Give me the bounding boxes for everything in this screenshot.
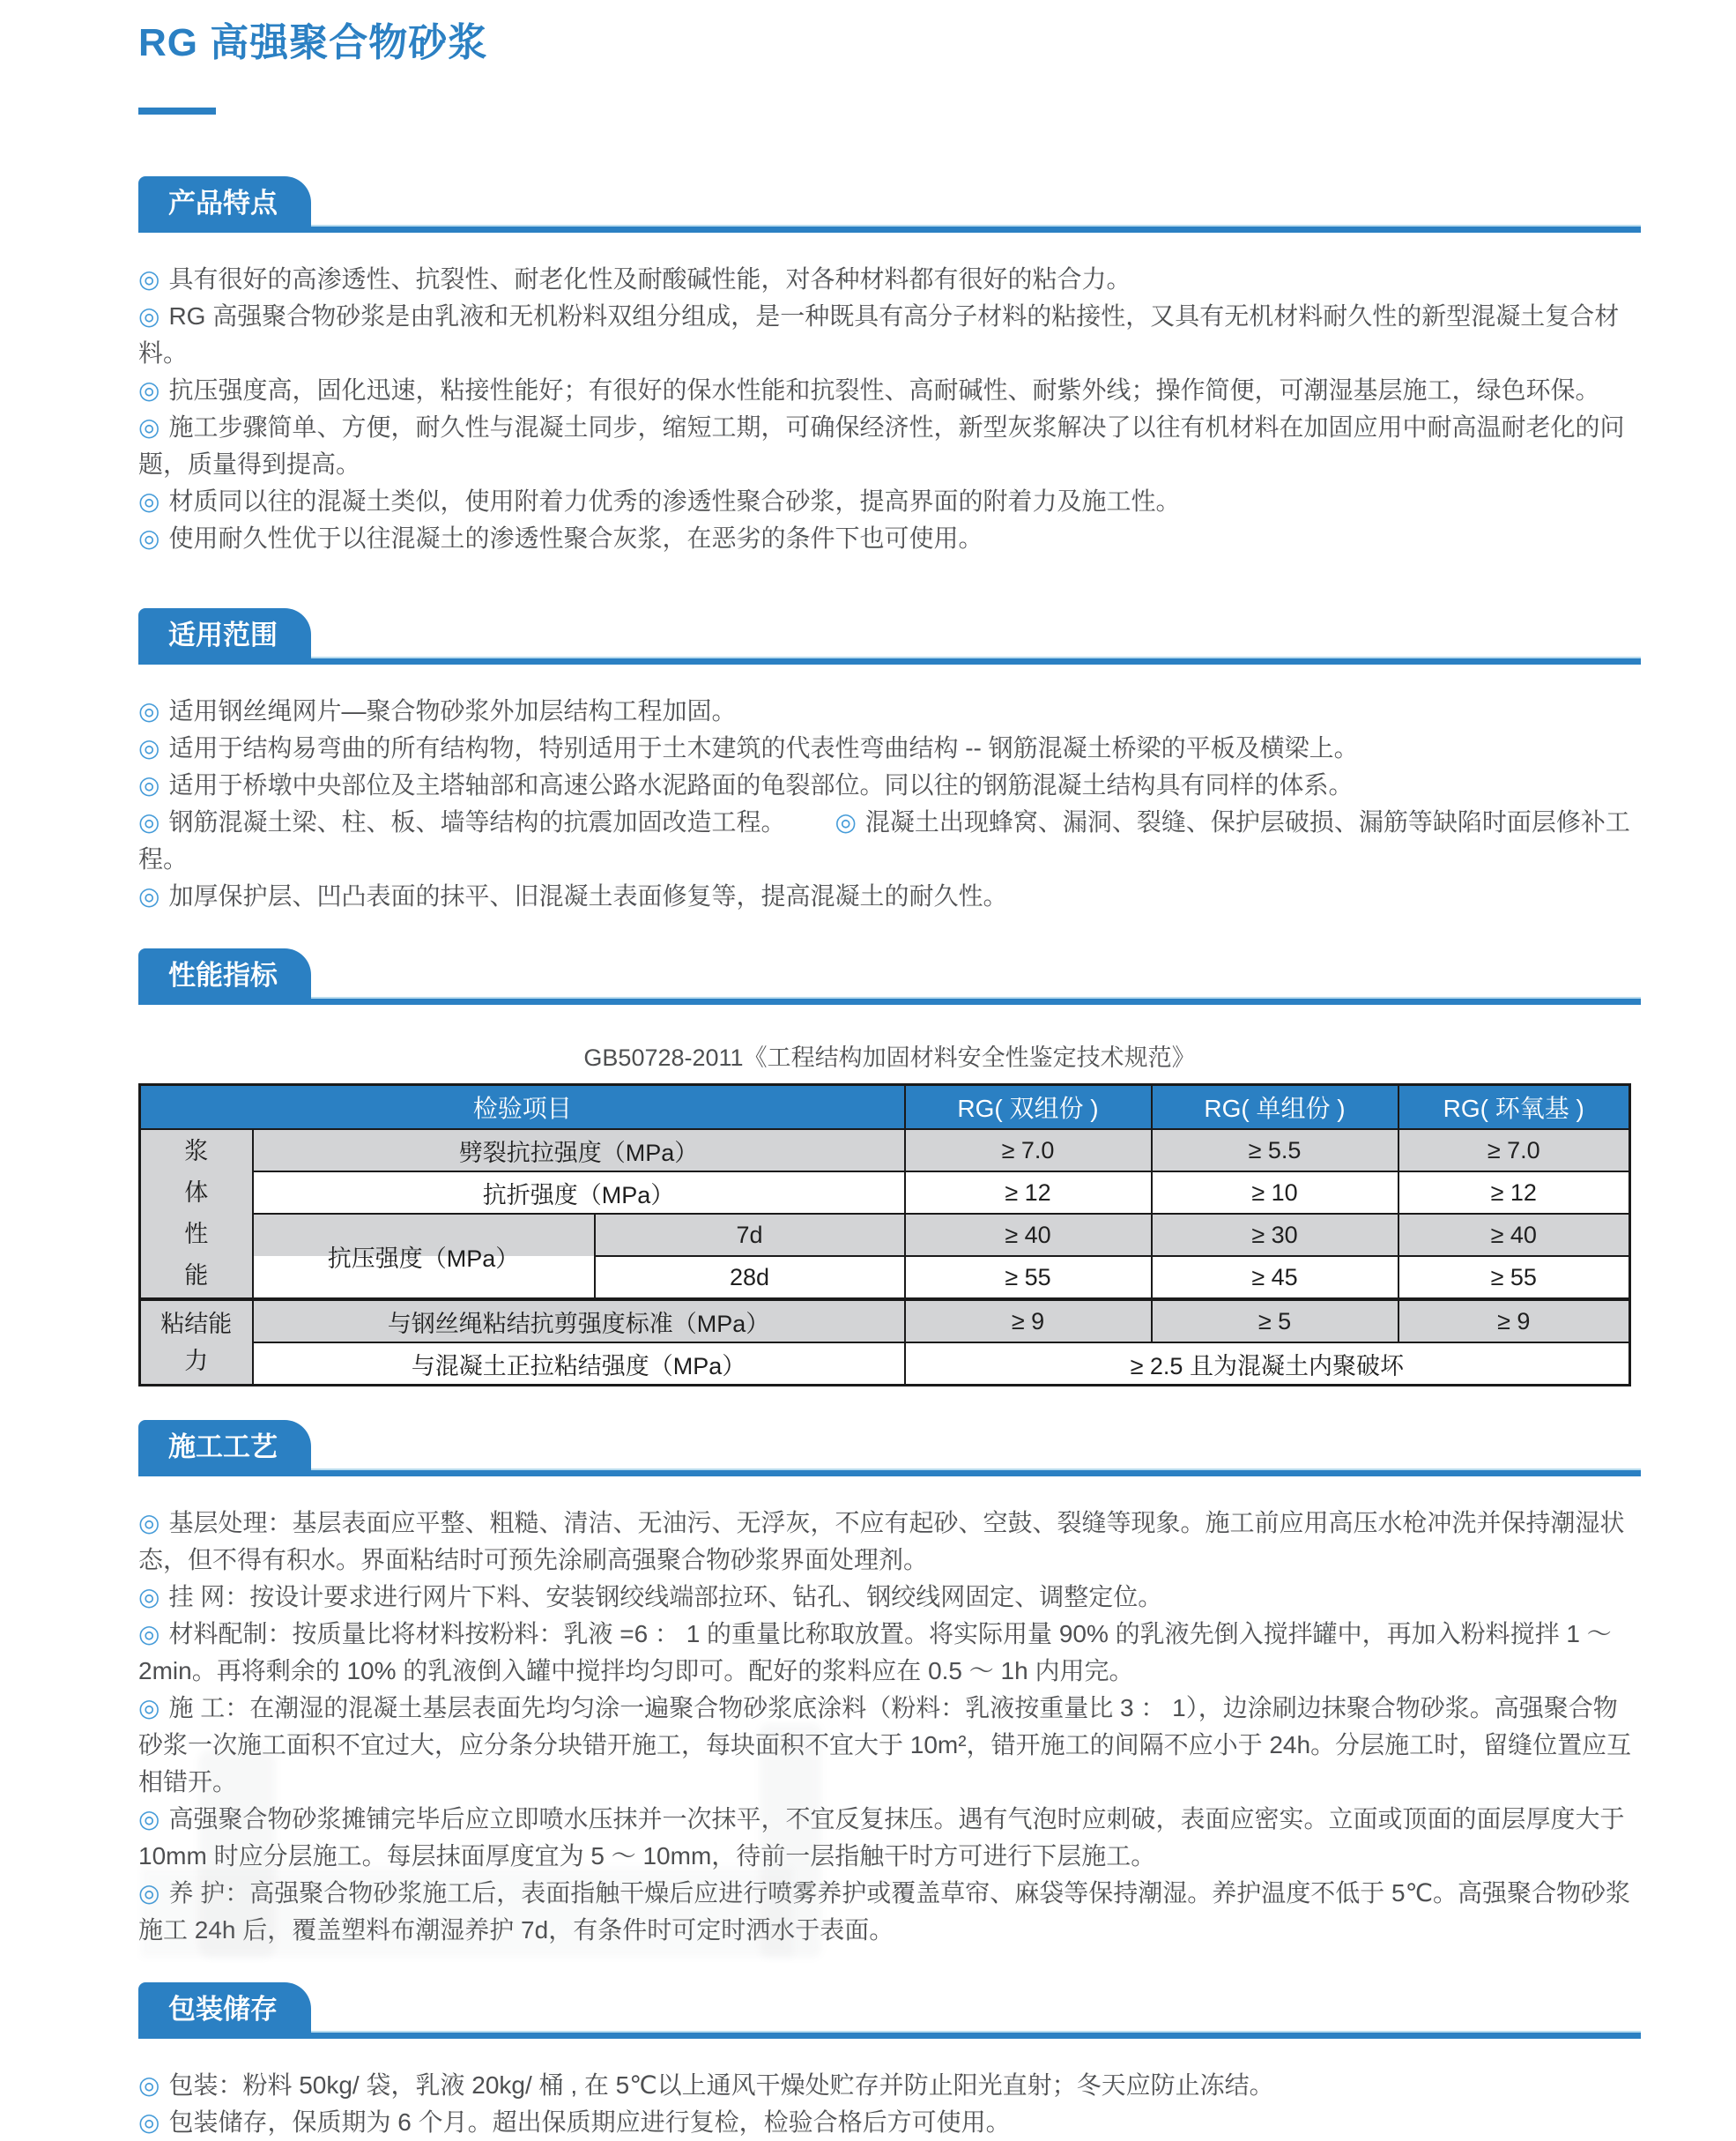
standard-reference: GB50728-2011《工程结构加固材料安全性鉴定技术规范》 [583, 1044, 1196, 1071]
section-rule [138, 225, 1641, 233]
list-item [138, 693, 1641, 730]
bullet-icon: ◎ [138, 524, 160, 552]
table-cell-value: ≥ 9 [1398, 1299, 1630, 1342]
list-item-double [138, 804, 1641, 878]
list-item-text: 具有很好的高渗透性、抗裂性、耐老化性及耐酸碱性能，对各种材料都有很好的粘合力。 [168, 265, 1131, 293]
table-cell-merged-value: ≥ 2.5 且为混凝土内聚破坏 [905, 1342, 1630, 1386]
list-item-text: 适用于结构易弯曲的所有结构物，特别适用于土木建筑的代表性弯曲结构 -- 钢筋混凝土桥梁的平板及横梁上。 [168, 734, 1359, 762]
list-item [138, 1875, 1641, 1949]
list-item [138, 1616, 1641, 1690]
list-item [138, 261, 1641, 298]
list-item [138, 298, 1641, 372]
features-list [138, 261, 1641, 557]
table-cell-value: ≥ 9 [905, 1299, 1152, 1342]
list-item-text: 包装储存，保质期为 6 个月。超出保质期应进行复检，检验合格后方可使用。 [168, 2108, 1011, 2136]
section-rule [138, 1468, 1641, 1476]
row-group-label [140, 1129, 253, 1299]
list-item [138, 2104, 1641, 2141]
bullet-icon: ◎ [138, 1694, 160, 1721]
column-header: RG( 环氧基 ) [1398, 1085, 1630, 1130]
table-cell-item: 与钢丝绳粘结抗剪强度标准（MPa） [253, 1299, 905, 1342]
bullet-icon: ◎ [138, 1583, 160, 1610]
column-header: RG( 单组份 ) [1152, 1085, 1398, 1130]
row-group-label-text: 粘结能力 [160, 1311, 233, 1374]
bullet-icon: ◎ [138, 2108, 160, 2136]
table-cell-item: 与混凝土正拉粘结强度（MPa） [253, 1342, 905, 1386]
storage-list [138, 2067, 1641, 2141]
bullet-icon: ◎ [138, 376, 160, 404]
section-badge-process: 施工工艺 [138, 1420, 311, 1475]
section-rule [138, 2031, 1641, 2039]
scope-list [138, 693, 1641, 915]
section-rule [138, 657, 1641, 665]
section-header [138, 1420, 1641, 1476]
list-item [138, 2067, 1641, 2104]
page-title: RG 高强聚合物砂浆 [138, 21, 488, 64]
performance-table [138, 1083, 1631, 1386]
list-item [138, 1801, 1641, 1875]
bullet-icon: ◎ [138, 1620, 160, 1647]
list-item [138, 483, 1641, 520]
bullet-icon: ◎ [138, 734, 160, 762]
column-header: 检验项目 [140, 1085, 905, 1130]
bullet-icon: ◎ [138, 1879, 160, 1907]
section-process [138, 1420, 1641, 1949]
section-header [138, 608, 1641, 665]
list-item-text: 加厚保护层、凹凸表面的抹平、旧混凝土表面修复等，提高混凝土的耐久性。 [168, 882, 1008, 910]
table-row [140, 1299, 1630, 1342]
table-cell-value: ≥ 5.5 [1152, 1129, 1398, 1171]
list-item-text: 基层处理：基层表面应平整、粗糙、清洁、无油污、无浮灰，不应有起砂、空鼓、裂缝等现象。施工前应用高压水枪冲洗并保持潮湿状态，但不得有积水。界面粘结时可预先涂刷高强聚合物砂浆界面处理剂。 [138, 1509, 1625, 1573]
list-item-text: 养 护：高强聚合物砂浆施工后，表面指触干燥后应进行喷雾养护或覆盖草帘、麻袋等保持潮湿。养护温度不低于 5℃。高强聚合物砂浆施工 24h 后，覆盖塑料布潮湿养护 7d，有条件时可定时洒水于表面。 [138, 1879, 1631, 1944]
table-cell-value: ≥ 40 [905, 1214, 1152, 1256]
section-rule [138, 997, 1641, 1005]
bullet-icon: ◎ [138, 2071, 160, 2099]
list-item-text: 材料配制：按质量比将材料按粉料：乳液 =6 ： 1 的重量比称取放置。将实际用量 90% 的乳液先倒入搅拌罐中，再加入粉料搅拌 1 ～ 2min。再将剩余的 10% 的乳液倒入罐中搅拌均匀即可。配好的浆料应在 0.5 ～ 1h 内用完。 [138, 1620, 1612, 1684]
bullet-icon: ◎ [138, 1805, 160, 1832]
list-item-text: 抗压强度高，固化迅速，粘接性能好；有很好的保水性能和抗裂性、高耐碱性、耐紫外线；操作简便，可潮湿基层施工，绿色环保。 [168, 376, 1600, 404]
list-item-text: 材质同以往的混凝土类似，使用附着力优秀的渗透性聚合砂浆，提高界面的附着力及施工性。 [168, 487, 1181, 515]
section-badge-features: 产品特点 [138, 176, 311, 231]
row-group-label [140, 1299, 253, 1386]
list-item [138, 1579, 1641, 1616]
bullet-icon: ◎ [138, 808, 160, 836]
list-item [138, 372, 1641, 409]
bullet-icon: ◎ [138, 697, 160, 725]
list-item-text: 适用钢丝绳网片—聚合物砂浆外加层结构工程加固。 [168, 697, 737, 725]
table-cell-value: ≥ 12 [905, 1171, 1152, 1214]
section-badge-scope: 适用范围 [138, 608, 311, 663]
list-item [138, 730, 1641, 767]
section-badge-performance: 性能指标 [138, 948, 311, 1003]
process-list [138, 1505, 1641, 1949]
table-cell-item: 抗压强度（MPa） [253, 1214, 595, 1299]
table-cell-value: ≥ 7.0 [905, 1129, 1152, 1171]
table-cell-value: ≥ 7.0 [1398, 1129, 1630, 1171]
table-row [140, 1342, 1630, 1386]
table-cell-value: ≥ 30 [1152, 1214, 1398, 1256]
table-header-row [140, 1085, 1630, 1130]
row-group-label-text: 浆体性能 [184, 1138, 209, 1289]
section-header [138, 1982, 1641, 2039]
section-header [138, 948, 1641, 1005]
list-item-text: 适用于桥墩中央部位及主塔轴部和高速公路水泥路面的龟裂部位。同以往的钢筋混凝土结构具有同样的体系。 [168, 771, 1354, 799]
bullet-icon: ◎ [138, 882, 160, 910]
table-cell-value: ≥ 45 [1152, 1256, 1398, 1299]
list-item [138, 409, 1641, 483]
list-item-text: 包装：粉料 50kg/ 袋，乳液 20kg/ 桶 , 在 5℃以上通风干燥处贮存并防止阳光直射；冬天应防止冻结。 [168, 2071, 1274, 2099]
list-item-text: 挂 网：按设计要求进行网片下料、安装钢绞线端部拉环、钻孔、钢绞线网固定、调整定位。 [168, 1583, 1163, 1610]
bullet-icon: ◎ [138, 771, 160, 799]
table-cell-value: ≥ 55 [905, 1256, 1152, 1299]
table-cell-value: ≥ 40 [1398, 1214, 1630, 1256]
section-features [138, 176, 1641, 557]
list-item [138, 1690, 1641, 1801]
bullet-icon: ◎ [138, 1509, 160, 1536]
table-cell-subitem: 7d [595, 1214, 905, 1256]
list-item [138, 878, 1641, 915]
table-cell-value: ≥ 12 [1398, 1171, 1630, 1214]
list-item-text: 钢筋混凝土梁、柱、板、墙等结构的抗震加固改造工程。 [168, 808, 786, 836]
table-row [140, 1171, 1630, 1214]
table-row [140, 1214, 1630, 1256]
table-row [140, 1129, 1630, 1171]
bullet-icon: ◎ [138, 265, 160, 293]
section-badge-storage: 包装储存 [138, 1982, 311, 2037]
list-item-text: RG 高强聚合物砂浆是由乳液和无机粉料双组分组成，是一种既具有高分子材料的粘接性，又具有无机材料耐久性的新型混凝土复合材料。 [138, 302, 1620, 367]
list-item-text: 施工步骤简单、方便，耐久性与混凝土同步，缩短工期，可确保经济性，新型灰浆解决了以往有机材料在加固应用中耐高温耐老化的问题，质量得到提高。 [138, 413, 1625, 478]
section-header [138, 176, 1641, 233]
table-cell-subitem: 28d [595, 1256, 905, 1299]
list-item-text: 高强聚合物砂浆摊铺完毕后应立即喷水压抹并一次抹平，不宜反复抹压。遇有气泡时应刺破，表面应密实。立面或顶面的面层厚度大于 10mm 时应分层施工。每层抹面厚度宜为 5 ～ 10mm，待前一层指触干时方可进行下层施工。 [138, 1805, 1625, 1870]
list-item [138, 520, 1641, 557]
bullet-icon: ◎ [835, 808, 857, 836]
table-cell-value: ≥ 10 [1152, 1171, 1398, 1214]
list-item [138, 767, 1641, 804]
list-item-text: 混凝土出现蜂窝、漏洞、裂缝、保护层破损、漏筋等缺陷时面层修补工程。 [138, 808, 1630, 873]
section-performance [138, 948, 1641, 1386]
section-storage [138, 1982, 1641, 2141]
list-item-text: 使用耐久性优于以往混凝土的渗透性聚合灰浆，在恶劣的条件下也可使用。 [168, 524, 983, 552]
table-cell-item: 劈裂抗拉强度（MPa） [253, 1129, 905, 1171]
title-underline [138, 108, 216, 115]
column-header: RG( 双组份 ) [905, 1085, 1152, 1130]
section-scope [138, 608, 1641, 915]
list-item-text: 施 工：在潮湿的混凝土基层表面先均匀涂一遍聚合物砂浆底涂料（粉料：乳液按重量比 3 ： 1），边涂刷边抹聚合物砂浆。高强聚合物砂浆一次施工面积不宜过大，应分条分块错开施工，每块面积不宜大于 10m²，错开施工的间隔不应小于 24h。分层施工时，留缝位置应互相错开。 [138, 1694, 1632, 1795]
table-cell-item: 抗折强度（MPa） [253, 1171, 905, 1214]
table-cell-value: ≥ 5 [1152, 1299, 1398, 1342]
bullet-icon: ◎ [138, 302, 160, 330]
list-item [138, 1505, 1641, 1579]
bullet-icon: ◎ [138, 487, 160, 515]
table-cell-value: ≥ 55 [1398, 1256, 1630, 1299]
bullet-icon: ◎ [138, 413, 160, 441]
